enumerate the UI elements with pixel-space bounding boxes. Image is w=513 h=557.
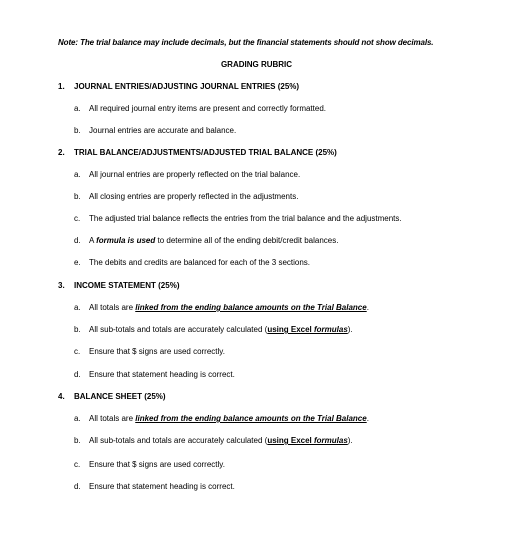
rubric-item-3d — [74, 370, 235, 380]
item-letter: a. — [74, 414, 81, 423]
section-number: 1. — [58, 82, 65, 91]
rubric-item-2c — [74, 214, 402, 224]
rubric-item-2a — [74, 170, 300, 180]
item-text-emphasis: formula is used — [96, 236, 156, 245]
item-text-pre: All sub-totals and totals are accurately calculated ( — [89, 436, 268, 445]
rubric-item-2e — [74, 258, 310, 268]
item-text-post: ). — [347, 325, 353, 334]
section-number: 3. — [58, 281, 65, 290]
rubric-item-4c — [74, 460, 225, 470]
item-letter: a. — [74, 170, 81, 179]
item-text: All required journal entry items are present and correctly formatted. — [89, 104, 326, 113]
section-heading-text: BALANCE SHEET (25%) — [74, 392, 166, 401]
section-heading-text: TRIAL BALANCE/ADJUSTMENTS/ADJUSTED TRIAL BALANCE (25%) — [74, 148, 337, 157]
section-heading-trial-balance — [58, 148, 337, 158]
item-letter: a. — [74, 104, 81, 113]
section-number: 2. — [58, 148, 65, 157]
rubric-item-2d — [74, 236, 338, 246]
item-text: Journal entries are accurate and balance. — [89, 126, 237, 135]
rubric-item-4d — [74, 482, 235, 492]
rubric-item-4a — [74, 414, 369, 424]
item-letter: b. — [74, 325, 81, 334]
item-text: The debits and credits are balanced for each of the 3 sections. — [89, 258, 311, 267]
item-text-post: . — [366, 303, 369, 312]
item-text-emphasis: linked from the ending balance amounts on the Trial Balance — [135, 303, 367, 312]
section-number: 4. — [58, 392, 65, 401]
rubric-item-1b — [74, 126, 236, 136]
item-letter: e. — [74, 258, 81, 267]
item-text-emphasis: using Excel — [267, 325, 314, 334]
item-letter: b. — [74, 126, 81, 135]
page-title: GRADING RUBRIC — [220, 60, 293, 69]
item-letter: c. — [74, 214, 81, 223]
rubric-item-2b — [74, 192, 298, 202]
item-letter: d. — [74, 370, 81, 379]
note-text: Note: The trial balance may include decimals, but the financial statements should not show decimals. — [58, 38, 434, 47]
item-text: The adjusted trial balance reflects the entries from the trial balance and the adjustments. — [89, 214, 402, 223]
item-text-pre: A — [89, 236, 97, 245]
item-text-post: ). — [347, 436, 353, 445]
item-text-pre: All totals are — [89, 414, 136, 423]
item-text: Ensure that statement heading is correct. — [89, 370, 235, 379]
item-text: All closing entries are properly reflected in the adjustments. — [89, 192, 299, 201]
rubric-item-3a — [74, 303, 369, 313]
item-letter: b. — [74, 436, 81, 445]
item-text-pre: All sub-totals and totals are accurately calculated ( — [89, 325, 268, 334]
item-letter: b. — [74, 192, 81, 201]
item-letter: a. — [74, 303, 81, 312]
section-heading-journal-entries — [58, 82, 299, 92]
item-text-emphasis: using Excel — [267, 436, 314, 445]
item-letter: c. — [74, 347, 81, 356]
item-text: Ensure that statement heading is correct. — [89, 482, 235, 491]
item-text-post: to determine all of the ending debit/credit balances. — [155, 236, 339, 245]
rubric-item-4b — [74, 436, 353, 446]
rubric-item-3c — [74, 347, 225, 357]
section-heading-text: JOURNAL ENTRIES/ADJUSTING JOURNAL ENTRIES (25%) — [74, 82, 300, 91]
rubric-item-1a — [74, 104, 326, 114]
item-text-pre: All totals are — [89, 303, 136, 312]
item-text-emphasis-italic: formulas — [314, 325, 348, 334]
item-text-emphasis-italic: formulas — [314, 436, 348, 445]
section-heading-balance-sheet — [58, 392, 166, 402]
item-text: All journal entries are properly reflected on the trial balance. — [89, 170, 301, 179]
item-text: Ensure that $ signs are used correctly. — [89, 347, 225, 356]
item-text-post: . — [366, 414, 369, 423]
item-letter: d. — [74, 236, 81, 245]
section-heading-income-statement — [58, 281, 179, 291]
item-letter: d. — [74, 482, 81, 491]
item-letter: c. — [74, 460, 81, 469]
rubric-item-3b — [74, 325, 353, 335]
item-text-emphasis: linked from the ending balance amounts on the Trial Balance — [135, 414, 367, 423]
item-text: Ensure that $ signs are used correctly. — [89, 460, 225, 469]
section-heading-text: INCOME STATEMENT (25%) — [74, 281, 180, 290]
